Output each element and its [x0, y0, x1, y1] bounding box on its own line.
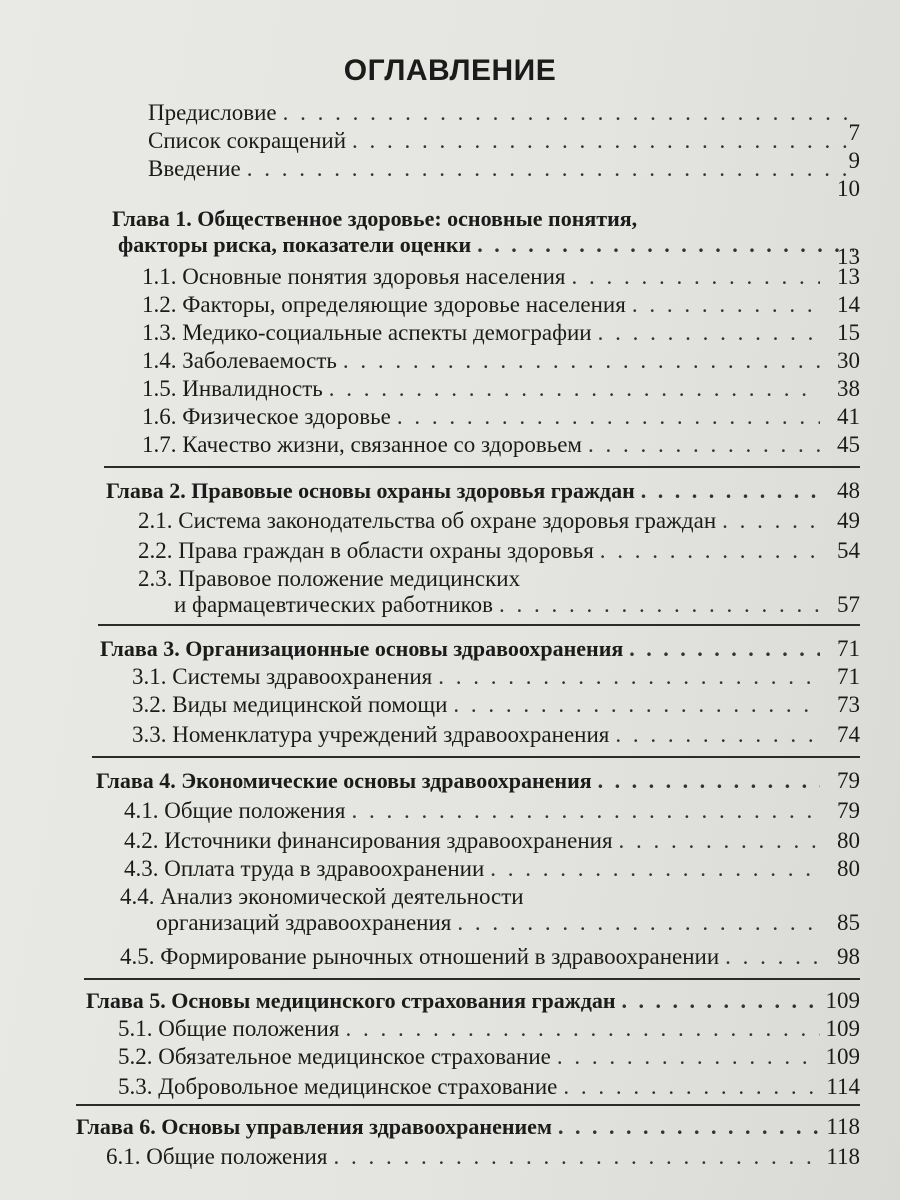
toc-entry-1-2: 1.2. Факторы, определяющие здоровье населения . . . 14 [142, 292, 860, 318]
toc-entry-2-1: 2.1. Система законодательства об охране здоровья граждан . . . 49 [138, 508, 860, 534]
chapter-6-heading: Глава 6. Основы управления здравоохранением . . . 118 [76, 1114, 860, 1140]
chapter-divider [84, 978, 860, 980]
chapter-2-heading: Глава 2. Правовые основы охраны здоровья граждан . . . 48 [106, 478, 860, 504]
chapter-title: факторы риска, показатели оценки [118, 232, 472, 257]
chapter-5-heading: Глава 5. Основы медицинского страхования граждан . . . 109 [86, 988, 860, 1014]
toc-entry-page: 10 [837, 176, 860, 201]
toc-entry-5-2: 5.2. Обязательное медицинское страхование . . . 109 [118, 1044, 860, 1070]
toc-entry-5-3: 5.3. Добровольное медицинское страхование . . . 114 [118, 1074, 860, 1100]
toc-entry-1-6: 1.6. Физическое здоровье . . . 41 [142, 404, 860, 430]
toc-entry-page: 7 [848, 120, 860, 145]
chapter-divider [76, 1104, 860, 1106]
toc-entry-2-3: 2.3. Правовое положение медицинских и фармацевтических работников . . . 57 [138, 566, 860, 618]
chapter-4-heading: Глава 4. Экономические основы здравоохранения . . . 79 [96, 768, 860, 794]
chapter-divider [98, 624, 860, 626]
toc-entry-page: 9 [848, 148, 860, 173]
chapter-divider [92, 756, 860, 758]
chapter-title: Глава 1. Общественное здоровье: основные понятия, [112, 206, 638, 231]
toc-entry-4-4: 4.4. Анализ экономической деятельности организаций здравоохранения . . . 85 [120, 884, 860, 936]
toc-entry-label: Список сокращений [148, 128, 347, 153]
toc-entry-3-1: 3.1. Системы здравоохранения . . . 71 [132, 664, 860, 690]
toc-entry-1-4: 1.4. Заболеваемость . . . 30 [142, 348, 860, 374]
toc-entry-preface [148, 100, 860, 126]
toc-entry-4-3: 4.3. Оплата труда в здравоохранении . . . 80 [124, 856, 860, 882]
toc-entry-abbreviations [148, 128, 860, 154]
toc-entry-4-5: 4.5. Формирование рыночных отношений в здравоохранении . . . 98 [120, 944, 860, 970]
toc-entry-5-1: 5.1. Общие положения . . . 109 [118, 1016, 860, 1042]
chapter-1-heading [112, 206, 860, 258]
toc-entry-4-1: 4.1. Общие положения . . . 79 [124, 798, 860, 824]
toc-entry-6-1: 6.1. Общие положения . . . 118 [106, 1144, 860, 1170]
toc-entry-2-2: 2.2. Права граждан в области охраны здоровья . . . 54 [138, 538, 860, 564]
toc-entry-label: Предисловие [148, 100, 277, 125]
chapter-3-heading: Глава 3. Организационные основы здравоохранения . . . 71 [100, 636, 860, 662]
toc-entry-3-3: 3.3. Номенклатура учреждений здравоохранения . . . 74 [132, 722, 860, 748]
toc-entry-4-2: 4.2. Источники финансирования здравоохранения . . . 80 [124, 828, 860, 854]
toc-entry-label: Введение [148, 156, 241, 181]
toc-entry-1-5: 1.5. Инвалидность . . . 38 [142, 376, 860, 402]
toc-entry-3-2: 3.2. Виды медицинской помощи . . . 73 [132, 692, 860, 718]
toc-entry-1-1: 1.1. Основные понятия здоровья населения . . . 13 [142, 264, 860, 290]
chapter-divider [104, 466, 860, 468]
toc-entry-page: 13 [837, 244, 860, 269]
toc-entry-1-3: 1.3. Медико-социальные аспекты демографии . . . 15 [142, 320, 860, 346]
page-title: ОГЛАВЛЕНИЕ [343, 54, 557, 87]
toc-entry-1-7: 1.7. Качество жизни, связанное со здоровьем . . . 45 [142, 432, 860, 458]
toc-entry-introduction [148, 156, 860, 182]
